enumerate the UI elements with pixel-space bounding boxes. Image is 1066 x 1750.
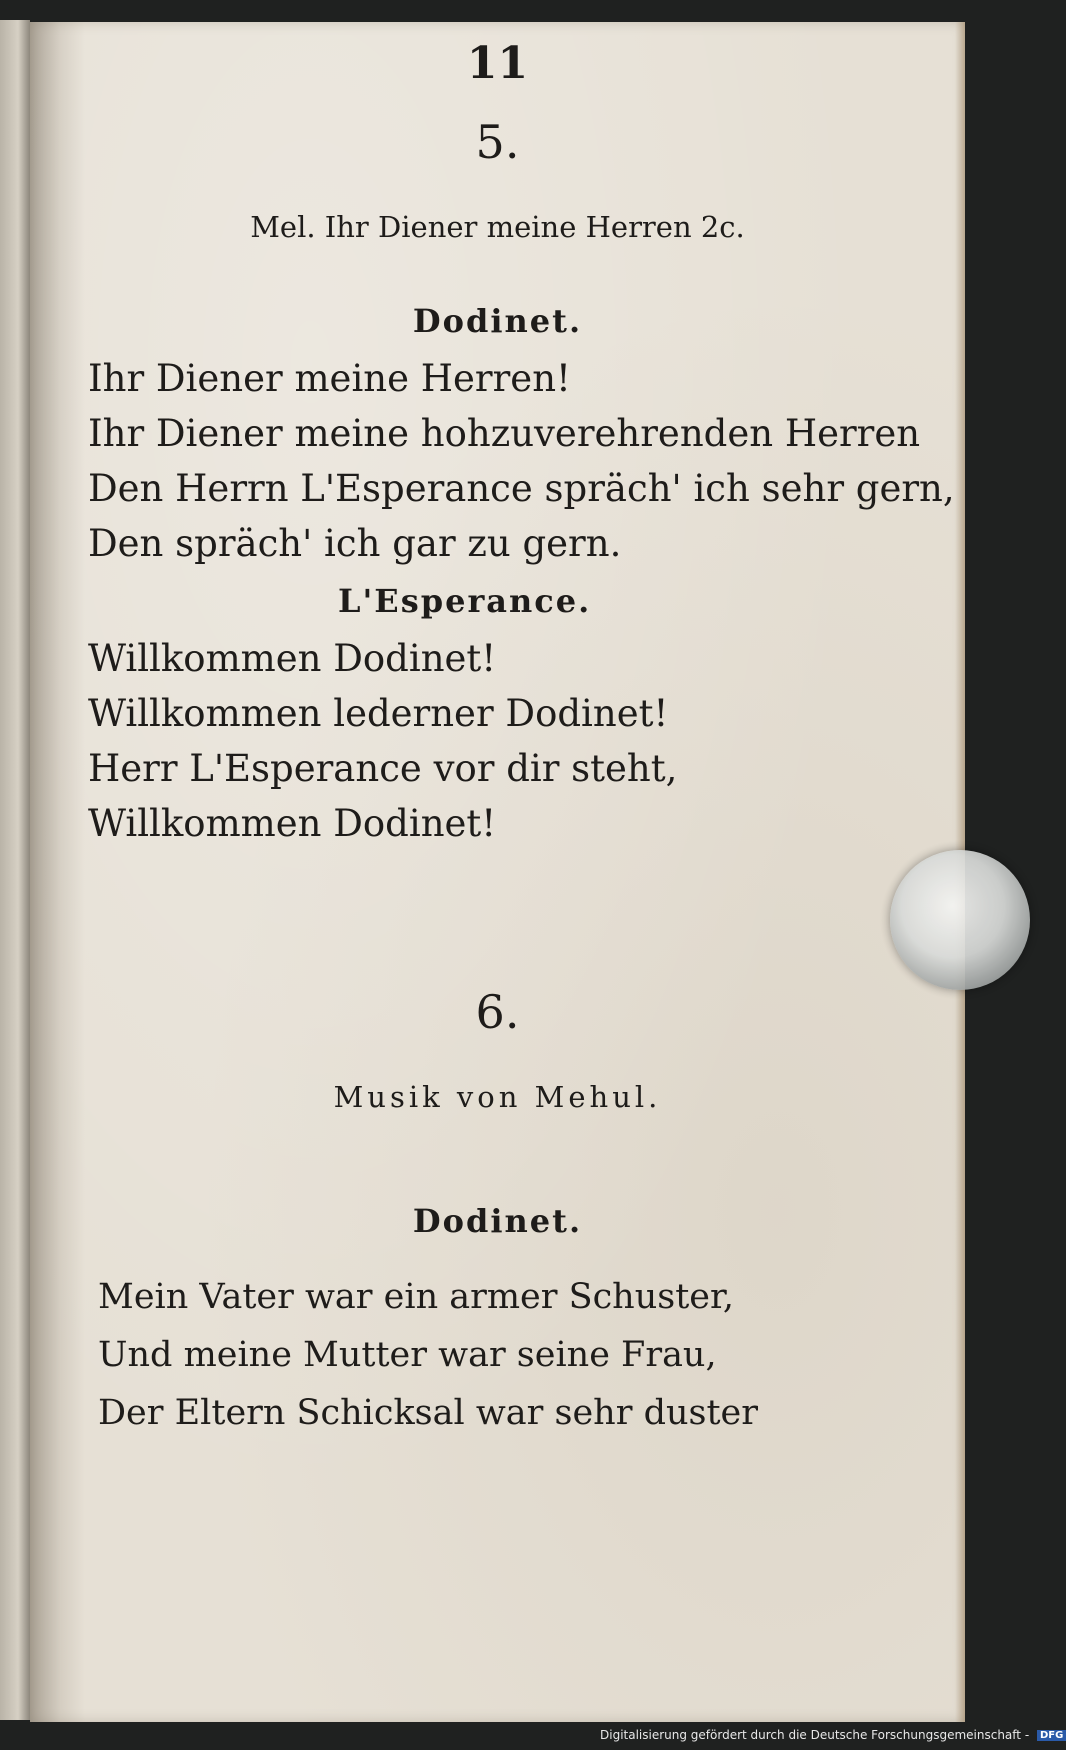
verse-line: Den Herrn L'Esperance spräch' ich sehr gern, (88, 467, 955, 510)
page-number: 11 (466, 38, 529, 89)
melody-note-5: Mel. Ihr Diener meine Herren 2c. (250, 210, 745, 244)
section-number-6: 6. (475, 985, 520, 1039)
credit-text: Digitalisierung gefördert durch die Deutsche Forschungsgemeinschaft - (600, 1728, 1030, 1742)
page-holder-clip (890, 850, 1030, 990)
book-page (30, 22, 965, 1722)
speaker-dodinet: Dodinet. (412, 1202, 583, 1240)
verse-line: Der Eltern Schicksal war sehr duster (98, 1393, 758, 1433)
section-number-5: 5. (475, 115, 520, 169)
verse-line: Ihr Diener meine hohzuverehrenden Herren (88, 412, 921, 455)
verse-line: Willkommen lederner Dodinet! (88, 692, 669, 735)
verse-line: Und meine Mutter war seine Frau, (98, 1335, 717, 1375)
speaker-dodinet: Dodinet. (412, 302, 583, 340)
verse-line: Ihr Diener meine Herren! (88, 357, 571, 400)
digitization-credit (600, 1728, 1066, 1742)
previous-page-edge (0, 20, 30, 1720)
verse-line: Herr L'Esperance vor dir steht, (88, 747, 678, 790)
verse-line: Den spräch' ich gar zu gern. (88, 522, 622, 565)
verse-line: Mein Vater war ein armer Schuster, (98, 1277, 734, 1317)
speaker-lesperance: L'Esperance. (338, 582, 592, 620)
verse-line: Willkommen Dodinet! (88, 637, 497, 680)
dfg-logo: DFG (1037, 1730, 1066, 1741)
music-credit-6: Musik von Mehul. (333, 1080, 662, 1114)
verse-line: Willkommen Dodinet! (88, 802, 497, 845)
gutter-shadow (30, 22, 85, 1722)
